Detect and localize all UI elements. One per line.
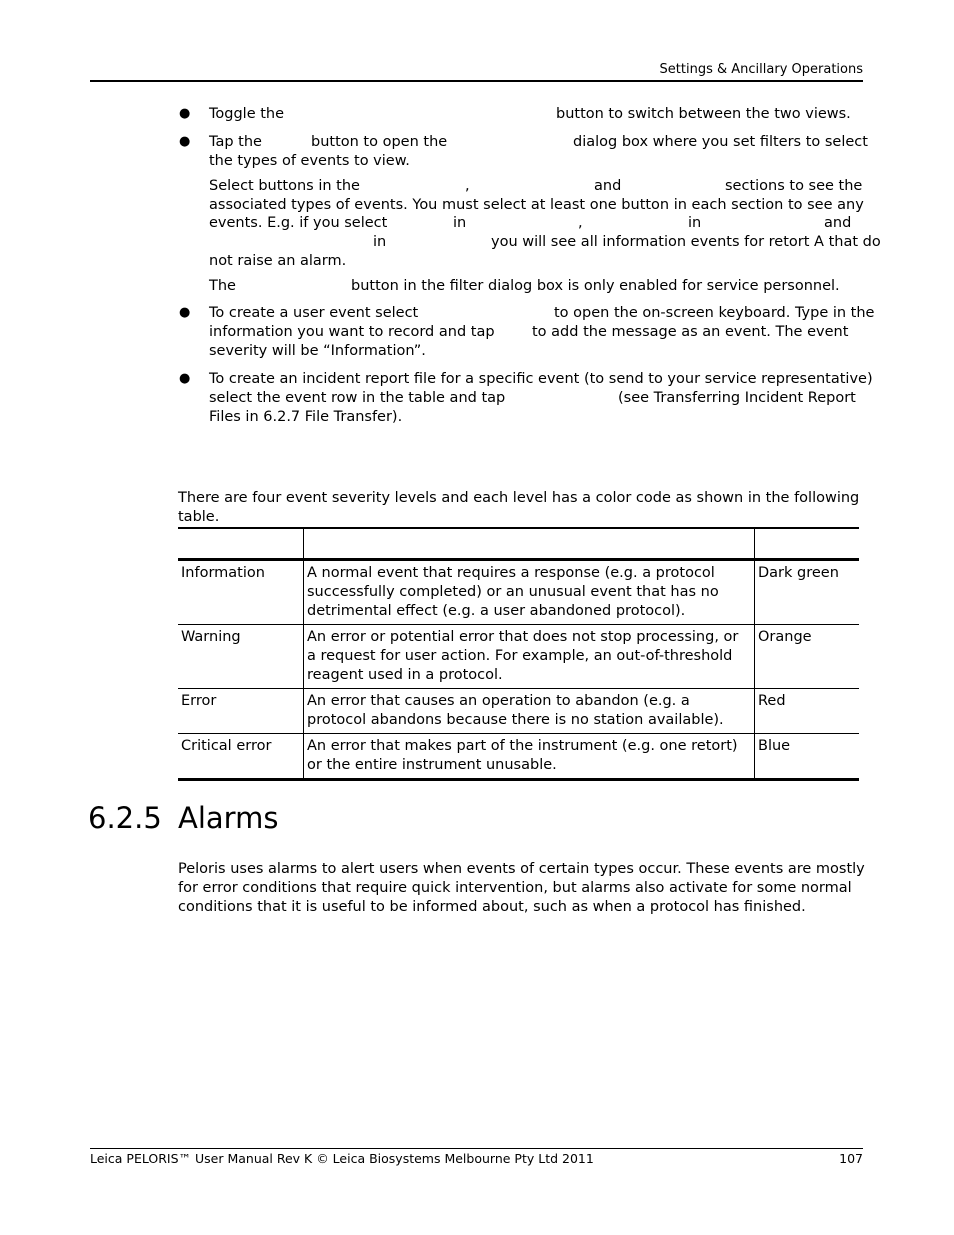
page-number: 107	[839, 1151, 863, 1166]
table-row	[178, 625, 859, 689]
select-para-text: not raise an alarm.	[209, 253, 347, 269]
severity-level: Error	[178, 689, 304, 734]
user-event-text: to add the message as an event. The event	[532, 324, 849, 340]
incident-text: select the event row in the table and tap	[209, 390, 506, 406]
select-para-text: associated types of events. You must select at least one button in each section to see any	[209, 197, 864, 213]
select-para-text: in	[453, 215, 467, 231]
toggle-text-start: Toggle the	[209, 106, 285, 122]
select-para-text: and	[594, 178, 622, 194]
table-row	[178, 734, 859, 780]
user-event-text: severity will be “Information”.	[209, 343, 426, 359]
select-para-text: you will see all information events for retort A that do	[491, 234, 881, 250]
bullet-marker: ●	[179, 371, 191, 386]
select-para-text: ,	[465, 178, 470, 194]
tap-text-end: dialog box where you set filters to select	[573, 134, 868, 150]
table-row	[178, 560, 859, 625]
table-header-cell	[304, 528, 755, 560]
section-heading	[88, 800, 278, 836]
header-rule	[90, 80, 863, 82]
severity-intro: There are four event severity levels and each level has a color code as shown in the following table.	[178, 490, 860, 525]
table-header-cell	[755, 528, 860, 560]
footer-rule	[90, 1148, 863, 1149]
alarms-paragraph: Peloris uses alarms to alert users when events of certain types occur. These events are mostly for error conditions that require quick intervention, but alarms also activate for some normal conditions that it is useful to be informed about, such as when a protocol has finished.	[178, 861, 865, 915]
tap-text-line2: the types of events to view.	[209, 153, 410, 169]
incident-text: (see Transferring Incident Report	[618, 390, 856, 406]
severity-color: Orange	[755, 625, 860, 689]
table-header-cell	[178, 528, 304, 560]
user-event-text: To create a user event select	[209, 305, 419, 321]
service-note-text: button in the filter dialog box is only enabled for service personnel.	[351, 278, 840, 294]
running-header: Settings & Ancillary Operations	[659, 62, 863, 77]
bullet-marker: ●	[179, 305, 191, 320]
table-row	[178, 689, 859, 734]
incident-text: Files in 6.2.7 File Transfer).	[209, 409, 403, 425]
tap-text-start: Tap the	[209, 134, 262, 150]
user-event-text: to open the on-screen keyboard. Type in the	[554, 305, 875, 321]
bullet-marker: ●	[179, 106, 191, 121]
severity-table	[178, 527, 859, 781]
select-para-text: and	[824, 215, 852, 231]
select-para-text: in	[688, 215, 702, 231]
severity-color: Dark green	[755, 560, 860, 625]
severity-level: Critical error	[178, 734, 304, 780]
bullet-marker: ●	[179, 134, 191, 149]
severity-level: Warning	[178, 625, 304, 689]
footer-copyright: Leica PELORIS™ User Manual Rev K © Leica Biosystems Melbourne Pty Ltd 2011	[90, 1151, 594, 1166]
select-para-text: in	[373, 234, 387, 250]
service-note-text: The	[209, 278, 236, 294]
severity-description: An error that makes part of the instrument (e.g. one retort) or the entire instrument unusable.	[304, 734, 755, 780]
severity-description: An error that causes an operation to abandon (e.g. a protocol abandons because there is no station available).	[304, 689, 755, 734]
section-number: 6.2.5	[88, 801, 162, 835]
select-para-text: ,	[578, 215, 583, 231]
user-event-text: information you want to record and tap	[209, 324, 495, 340]
select-para-text: Select buttons in the	[209, 178, 360, 194]
toggle-text-end: button to switch between the two views.	[556, 106, 851, 122]
section-title: Alarms	[178, 801, 279, 835]
table-header-row	[178, 528, 859, 560]
severity-color: Red	[755, 689, 860, 734]
tap-text-mid: button to open the	[311, 134, 448, 150]
severity-description: An error or potential error that does not stop processing, or a request for user action. For example, an out-of-threshold reagent used in a protocol.	[304, 625, 755, 689]
select-para-text: sections to see the	[725, 178, 863, 194]
incident-text: To create an incident report file for a specific event (to send to your service representative)	[209, 371, 873, 387]
severity-description: A normal event that requires a response (e.g. a protocol successfully completed) or an unusual event that has no detrimental effect (e.g. a user abandoned protocol).	[304, 560, 755, 625]
severity-level: Information	[178, 560, 304, 625]
select-para-text: events. E.g. if you select	[209, 215, 388, 231]
severity-color: Blue	[755, 734, 860, 780]
